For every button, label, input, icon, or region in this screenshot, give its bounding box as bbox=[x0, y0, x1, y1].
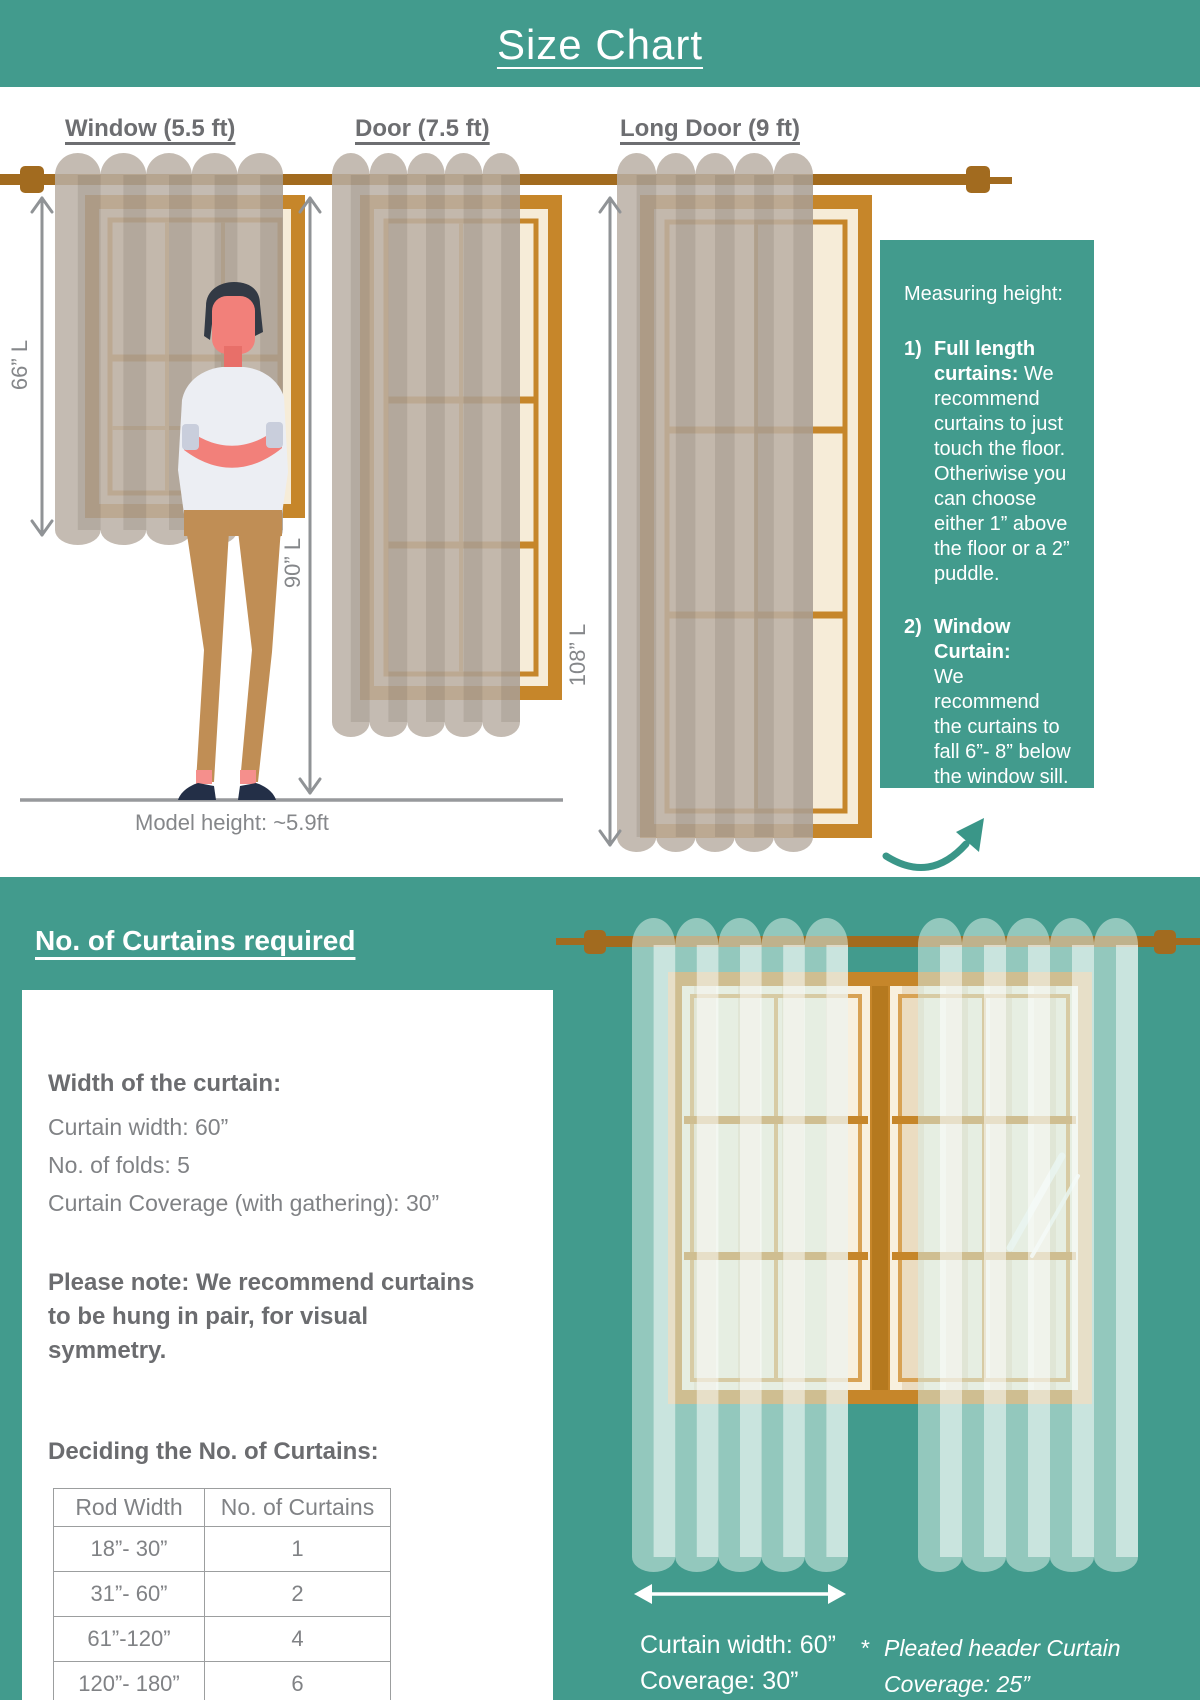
curtain-90-inch bbox=[332, 153, 520, 737]
col-header-no-of-curtains: No. of Curtains bbox=[205, 1489, 391, 1527]
count-section-heading: No. of Curtains required bbox=[35, 925, 356, 956]
width-line: Curtain Coverage (with gathering): 30” bbox=[48, 1190, 440, 1216]
length-label-90: 90” L bbox=[280, 537, 305, 589]
sheer-curtain-left bbox=[632, 918, 848, 1572]
col-header-rod-width: Rod Width bbox=[54, 1489, 205, 1527]
measuring-section bbox=[0, 87, 1200, 877]
rod-width-table bbox=[53, 1488, 391, 1700]
curtain-label-long-door: Long Door (9 ft) bbox=[620, 115, 800, 142]
pair-note: Please note: We recommend curtains to be hung in pair, for visual symmetry. bbox=[48, 1269, 475, 1364]
curtain-108-inch bbox=[617, 153, 813, 852]
length-label-108: 108” L bbox=[565, 623, 590, 687]
measuring-item-2: 2) Window Curtain: We recommend the curtains to fall 6”- 8” below the window sill. bbox=[904, 616, 1071, 788]
top-banner bbox=[0, 0, 1200, 90]
rod-finial-right bbox=[966, 166, 990, 193]
curtain-width-arrow bbox=[634, 1584, 846, 1604]
table-row: 18”- 30” 1 bbox=[54, 1527, 391, 1572]
measuring-height-box bbox=[880, 240, 1094, 788]
curtain-label-window: Window (5.5 ft) bbox=[65, 115, 236, 142]
width-line: No. of folds: 5 bbox=[48, 1152, 190, 1178]
curtain-count-section bbox=[0, 877, 1200, 1700]
curtain-label-door: Door (7.5 ft) bbox=[355, 115, 490, 142]
rod-finial-left bbox=[20, 166, 44, 193]
table-row: 61”-120” 4 bbox=[54, 1617, 391, 1662]
table-row: 120”- 180” 6 bbox=[54, 1662, 391, 1700]
model-height-label: Model height: ~5.9ft bbox=[135, 810, 329, 835]
pleated-header-note: * Pleated header Curtain Coverage: 25” bbox=[860, 1635, 1121, 1697]
length-arrow-66 bbox=[32, 198, 52, 535]
width-line: Curtain width: 60” bbox=[48, 1114, 229, 1140]
width-title: Width of the curtain: bbox=[48, 1070, 282, 1097]
measuring-item-1: 1) Full length curtains: We recommend curtains to just touch the floor. Otheriwise you can choose either 1” above the floor or a 2” puddle. bbox=[904, 338, 1070, 585]
curved-pointer-arrow bbox=[886, 818, 984, 868]
measuring-height-title: Measuring height: bbox=[904, 283, 1063, 305]
curtain-width-label: Curtain width: 60” Coverage: 30” bbox=[640, 1631, 836, 1695]
curtain-count-card bbox=[22, 990, 553, 1700]
sheer-curtain-right bbox=[918, 918, 1138, 1572]
table-title: Deciding the No. of Curtains: bbox=[48, 1438, 379, 1465]
table-header-row bbox=[54, 1489, 391, 1527]
table-row: 31”- 60” 2 bbox=[54, 1572, 391, 1617]
length-label-66: 66” L bbox=[7, 339, 32, 391]
width-details bbox=[48, 1108, 523, 1222]
page-title: Size Chart bbox=[496, 21, 704, 68]
